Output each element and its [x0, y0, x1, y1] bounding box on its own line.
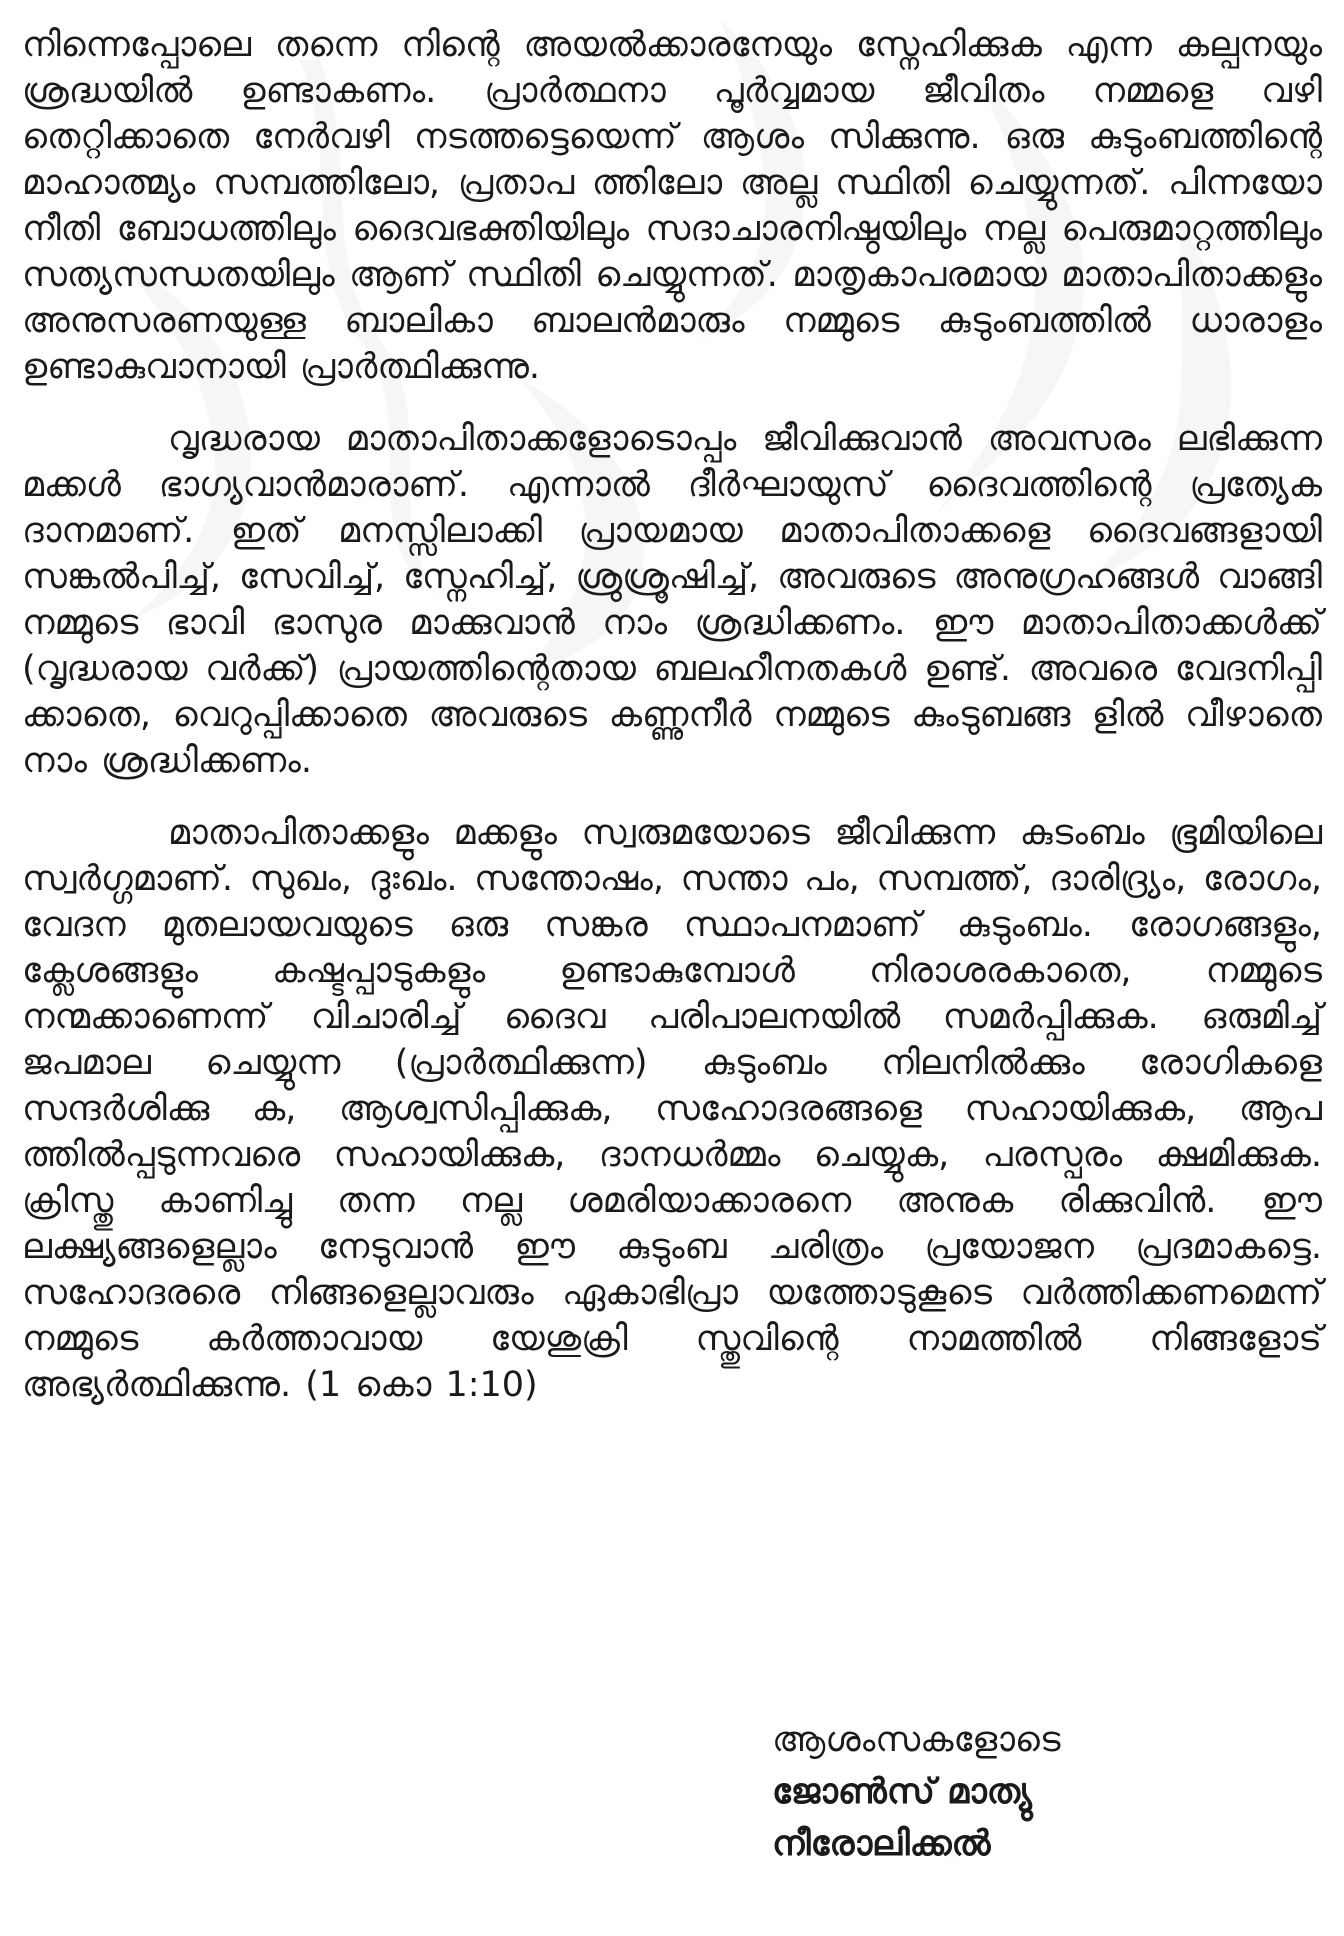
signature-closing: ആശംസകളോടെ — [772, 1720, 1061, 1760]
paragraph-3: മാതാപിതാക്കളും മക്കളും സ്വരുമയോടെ ജീവിക്കുന്ന കുടംബം ഭൂമിയിലെ സ്വർഗ്ഗമാണ്. സുഖം, ദുഃഖം. സന്തോഷം, സന്താ പം, സമ്പത്ത്, ദാരിദ്ര്യം, രോഗം, വേദന മുതലായവയുടെ ഒരു സങ്കര സ്ഥാപനമാണ് കുടുംബം. രോഗങ്ങളും, ക്ലേശങ്ങളും കഷ്ടപ്പാടുകളും ഉണ്ടാകുമ്പോൾ നിരാശരകാതെ, നമ്മുടെ നന്മക്കാണെന്ന് വിചാരിച്ച് ദൈവ പരിപാലനയിൽ സമർപ്പിക്കുക. ഒരുമിച്ച് ജപമാല ചെയ്യുന്ന (പ്രാർത്ഥിക്കുന്ന) കുടുംബം നിലനിൽക്കും രോഗികളെ സന്ദർശിക്കു ക, ആശ്വസിപ്പിക്കുക, സഹോദരങ്ങളെ സഹായിക്കുക, ആപ ത്തിൽപ്പടുന്നവരെ സഹായിക്കുക, ദാനധർമ്മം ചെയ്യുക, പരസ്പരം ക്ഷമിക്കുക. ക്രിസ്തു കാണിച്ചു തന്ന നല്ല ശമരിയാക്കാരനെ അനുക രിക്കുവിൻ. ഈ ലക്ഷ്യങ്ങളെല്ലാം നേടുവാൻ ഈ കുടുംബ ചരിത്രം പ്രയോജന പ്രദമാകട്ടെ. സഹോദരരെ നിങ്ങളെല്ലാവരും ഏകാഭിപ്രാ യത്തോടുകൂടെ വർത്തിക്കണമെന്ന് നമ്മുടെ കർത്താവായ യേശുക്രി സ്തുവിന്റെ നാമത്തിൽ നിങ്ങളോട് അഭ്യർത്ഥിക്കുന്നു. (1 കൊ 1:10) — [22, 813, 1322, 1405]
paragraph-2: വൃദ്ധരായ മാതാപിതാക്കളോടൊപ്പം ജീവിക്കുവാൻ അവസരം ലഭിക്കുന്ന മക്കൾ ഭാഗ്യവാൻമാരാണ്. എന്നാൽ ദീർഘായുസ് ദൈവത്തിന്റെ പ്രത്യേക ദാനമാണ്. ഇത് മനസ്സിലാക്കി പ്രായമായ മാതാപിതാക്കളെ ദൈവങ്ങളായി സങ്കൽപിച്ച്, സേവിച്ച്, സ്നേഹിച്ച്, ശ്രുശ്രൂഷിച്ച്, അവരുടെ അനുഗ്രഹങ്ങൾ വാങ്ങി നമ്മുടെ ഭാവി ഭാസുര മാക്കുവാൻ നാം ശ്രദ്ധിക്കണം. ഈ മാതാപിതാക്കൾക്ക് (വൃദ്ധരായ വർക്ക്) പ്രായത്തിന്റെതായ ബലഹീനതകൾ ഉണ്ട്. അവരെ വേദനിപ്പി ക്കാതെ, വെറുപ്പിക്കാതെ അവരുടെ കണ്ണുനീർ നമ്മുടെ കുംടുബങ്ങ ളിൽ വീഴാതെ നാം ശ്രദ്ധിക്കണം. — [22, 419, 1322, 781]
paragraph-1: നിന്നെപ്പോലെ തന്നെ നിന്റെ അയൽക്കാരനേയും സ്നേഹിക്കുക എന്ന കല്പനയും ശ്രദ്ധയിൽ ഉണ്ടാകണം. പ്രാർത്ഥനാ പൂർവ്വമായ ജീവിതം നമ്മളെ വഴി തെറ്റിക്കാതെ നേർവഴി നടത്തട്ടെയെന്ന് ആശം സിക്കുന്നു. ഒരു കുടുംബത്തിന്റെ മാഹാത്മ്യം സമ്പത്തിലോ, പ്രതാപ ത്തിലോ അല്ല സ്ഥിതി ചെയ്യുന്നത്. പിന്നയോ നീതി ബോധത്തിലും ദൈവഭക്തിയിലും സദാചാരനിഷ്ഠയിലും നല്ല പെരുമാറ്റത്തിലും സത്യസന്ധതയിലും ആണ് സ്ഥിതി ചെയ്യുന്നത്. മാതൃകാപരമായ മാതാപിതാക്കളും അനുസരണയുള്ള ബാലികാ ബാലൻമാരും നമ്മുടെ കുടുംബത്തിൽ ധാരാളം ഉണ്ടാകുവാനായി പ്രാർത്ഥിക്കുന്നു. — [22, 25, 1322, 387]
signature-block — [772, 1714, 1292, 1870]
signature-family-name: നീരോലിക്കൽ — [772, 1824, 991, 1864]
letter-body — [22, 22, 1322, 1408]
signature-name: ജോൺസ് മാത്യു — [772, 1772, 1032, 1812]
